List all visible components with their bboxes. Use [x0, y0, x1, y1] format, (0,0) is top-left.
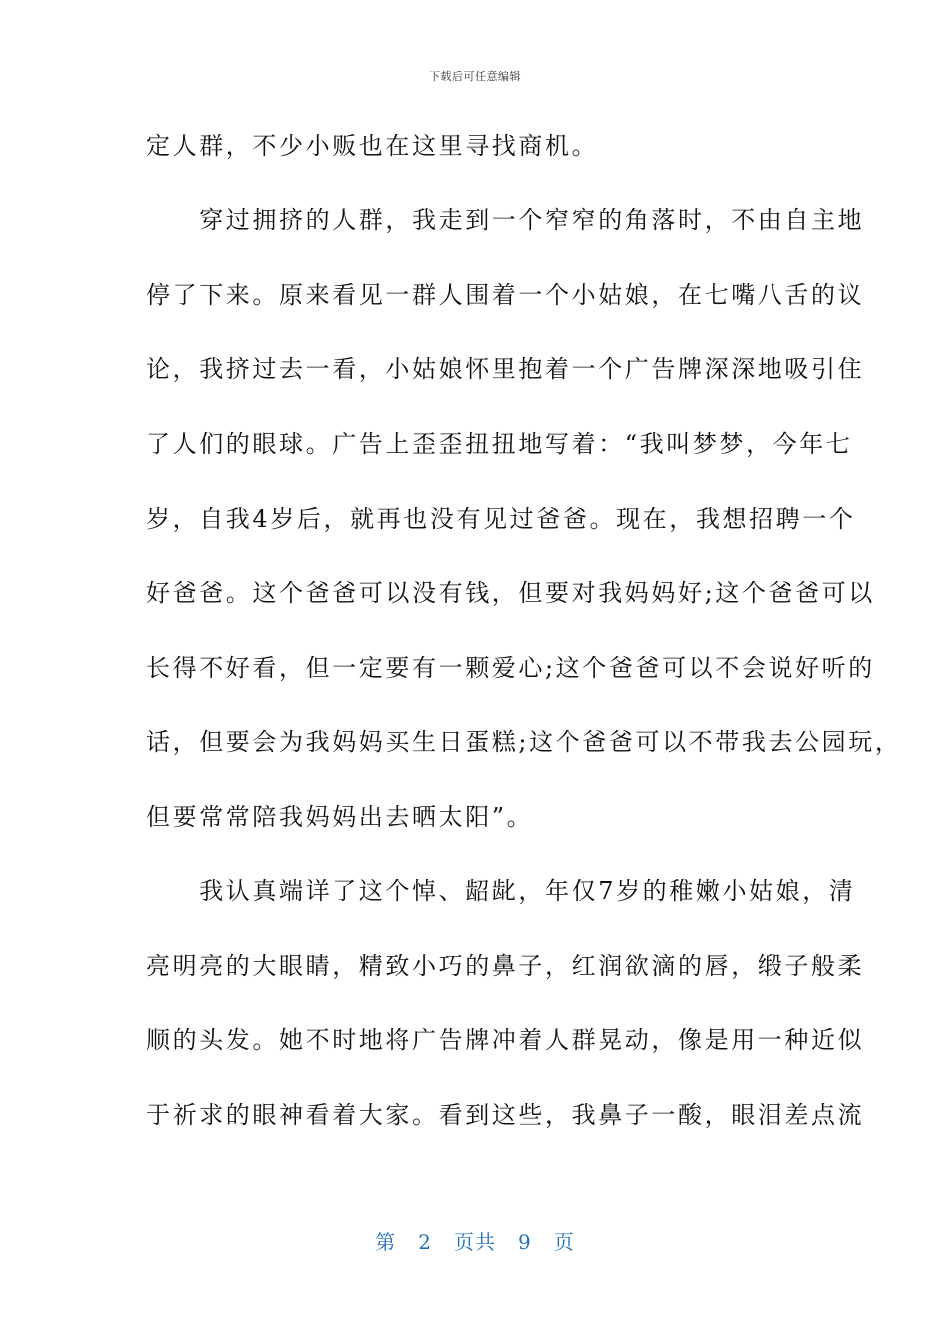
- page-middle: 页共: [454, 1230, 496, 1254]
- text-line: 我认真端详了这个悼、龆龀，年仅7岁的稚嫩小姑娘，清: [146, 877, 856, 905]
- text-line: 亮明亮的大眼睛，精致小巧的鼻子，红润欲滴的唇，缎子般柔: [146, 952, 865, 980]
- page-suffix: 页: [553, 1230, 575, 1254]
- text-line: 停了下来。原来看见一群人围着一个小姑娘，在七嘴八舌的议: [146, 281, 865, 309]
- text-line: 长得不好看，但一定要有一颗爱心;这个爸爸可以不会说好听的: [146, 654, 875, 682]
- text-line: 岁，自我4岁后，就再也没有见过爸爸。现在，我想招聘一个: [146, 505, 856, 533]
- text-line: 但要常常陪我妈妈出去晒太阳”。: [146, 803, 534, 831]
- text-line: 论，我挤过去一看，小姑娘怀里抱着一个广告牌深深地吸引住: [146, 355, 865, 383]
- text-line: 了人们的眼球。广告上歪歪扭扭地写着：“我叫梦梦，今年七: [146, 430, 853, 458]
- header-note: 下载后可任意编辑: [429, 70, 521, 83]
- current-page-number: 2: [418, 1230, 432, 1254]
- total-pages-number: 9: [518, 1230, 532, 1254]
- text-line: 话，但要会为我妈妈买生日蛋糕;这个爸爸可以不带我去公园玩，: [146, 728, 902, 756]
- page-number-footer: [0, 1226, 950, 1255]
- text-line: 顺的头发。她不时地将广告牌冲着人群晃动，像是用一种近似: [146, 1026, 865, 1054]
- text-line: 于祈求的眼神看着大家。看到这些，我鼻子一酸，眼泪差点流: [146, 1101, 865, 1129]
- text-line: 好爸爸。这个爸爸可以没有钱，但要对我妈妈好;这个爸爸可以: [146, 579, 875, 607]
- text-line: 穿过拥挤的人群，我走到一个窄窄的角落时，不由自主地: [146, 206, 865, 234]
- page-prefix: 第: [375, 1230, 397, 1254]
- text-line: 定人群，不少小贩也在这里寻找商机。: [146, 132, 599, 160]
